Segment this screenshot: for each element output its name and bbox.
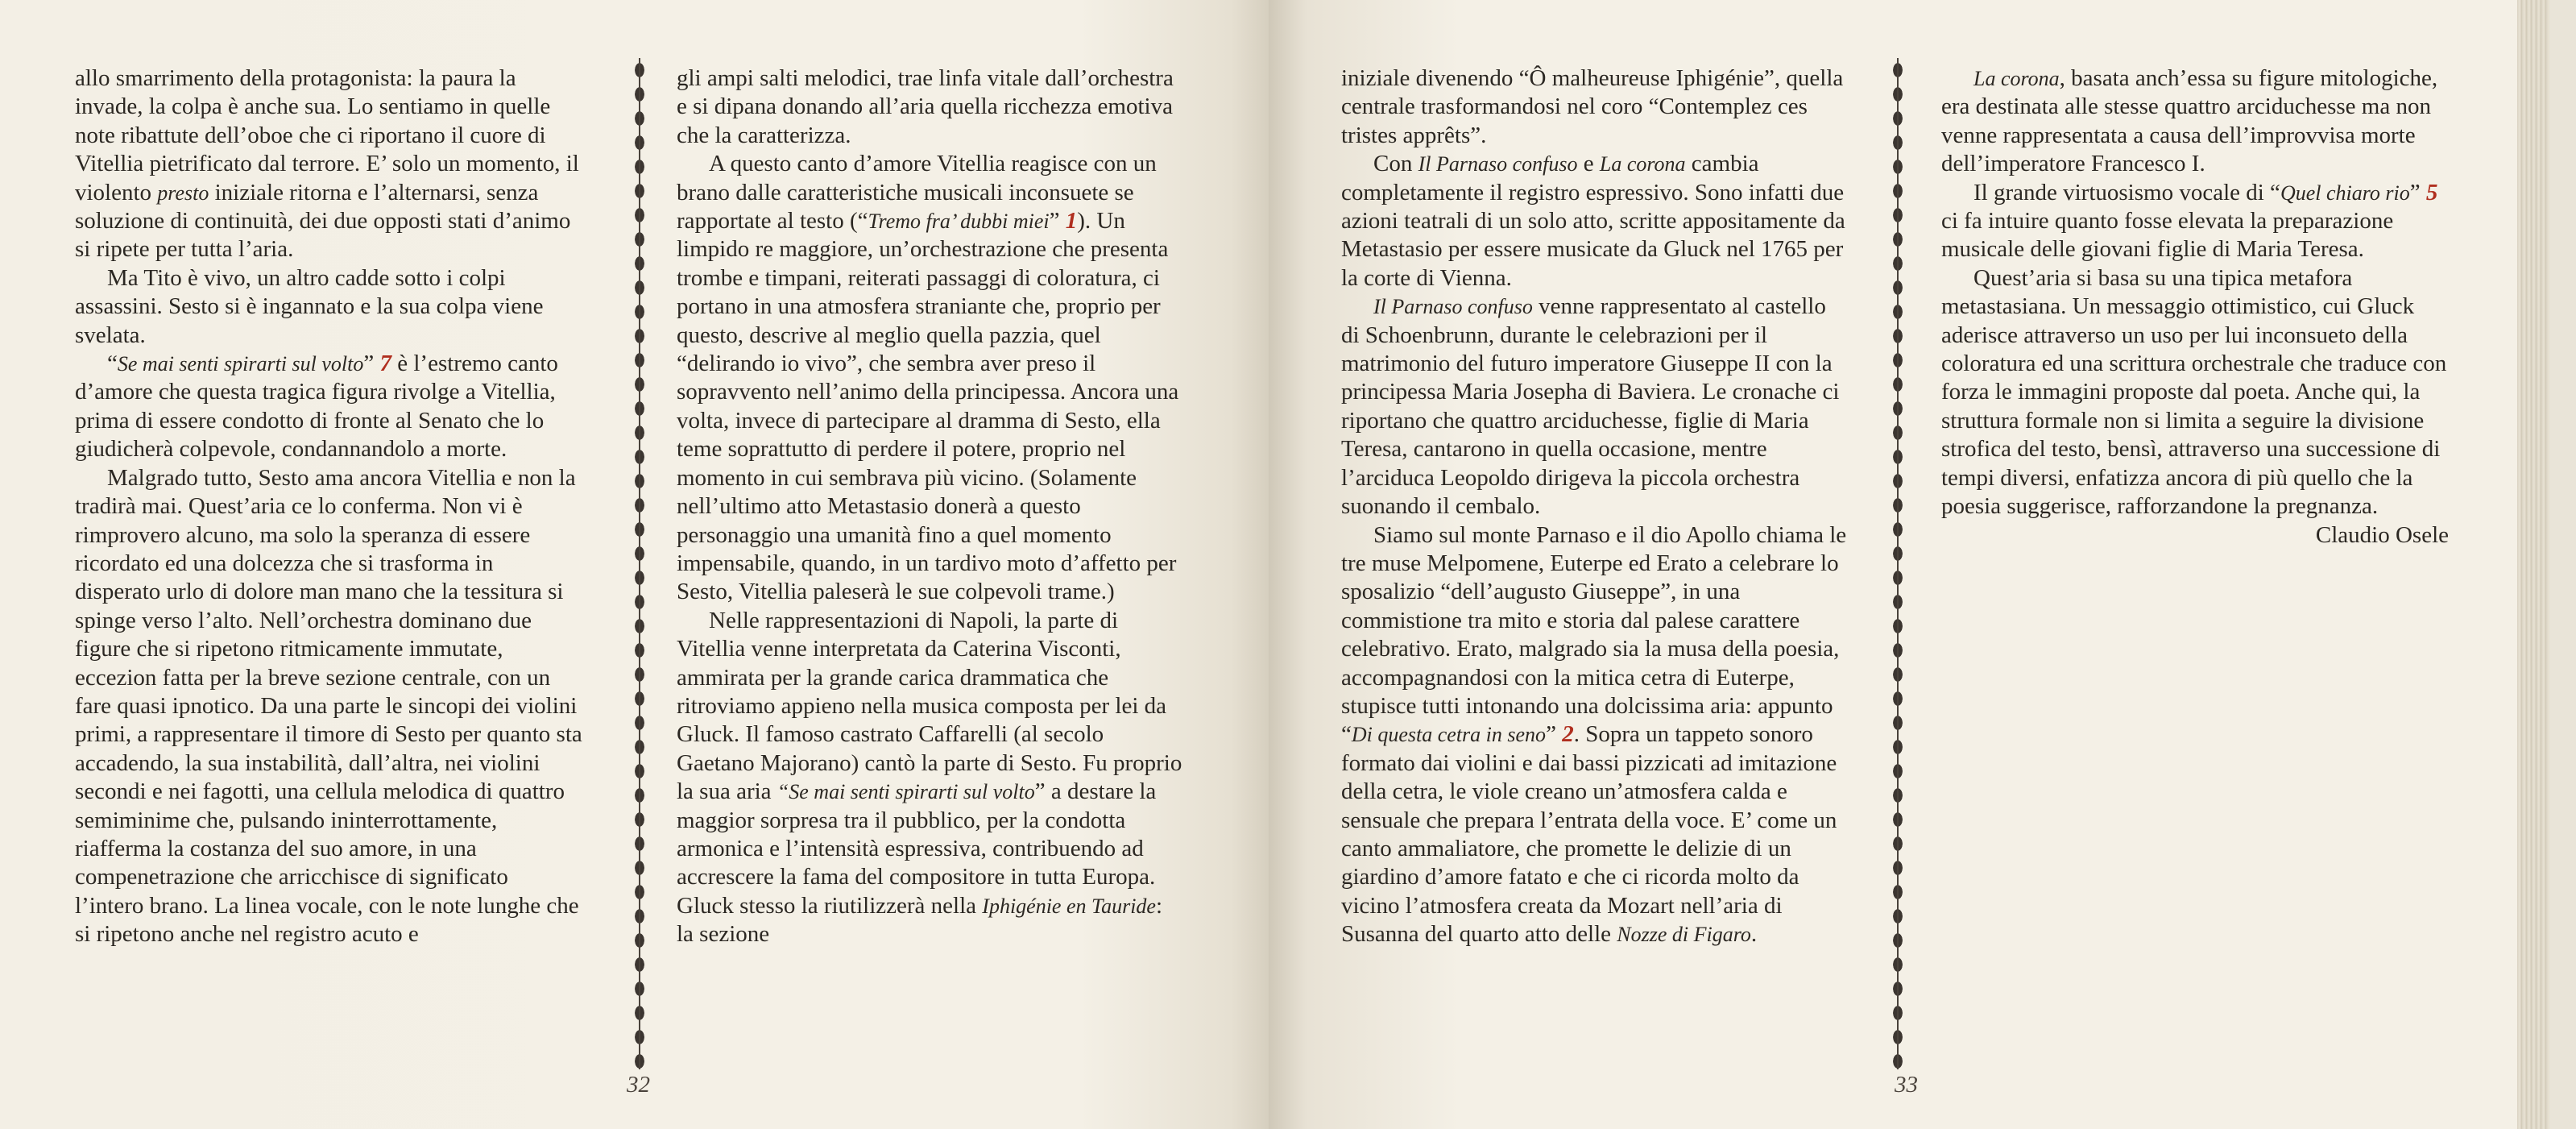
paragraph [1341, 64, 1847, 150]
text-run: ). Un limpido re maggiore, un’orchestrazione che presenta trombe e timpani, reiterati passaggi di coloratura, ci portano in una atmosfera straniante che, proprio per questo, descrive al meglio quella pazzia, quel “delirando io vivo”, che sembra aver preso il sopravvento nell’animo della principessa. Ancora una volta, invece di partecipare al dramma di Sesto, ella teme soprattutto di perdere il potere, proprio nel momento in cui sembrava più vicino. (Solamente nell’ultimo atto Metastasio donerà a questo personaggio una umanità fino a quel momento impensabile, quando, in un tardivo moto d’affetto per Sesto, Vitellia paleserà le sue colpevoli trame.) [677, 208, 1179, 605]
text-run: ” [363, 351, 380, 377]
ornamental-column-divider [629, 58, 650, 1069]
left-page-column-1 [75, 64, 582, 949]
italic-title: presto [157, 181, 209, 205]
italic-title: Il Parnaso confuso [1418, 152, 1578, 176]
paragraph [677, 607, 1184, 949]
paragraph [677, 64, 1184, 150]
track-reference-number: 2 [1562, 721, 1574, 748]
text-run: . Sopra un tappeto sonoro formato dai violini e dai bassi pizzicati ad imitazione della cetra, le viole creano un’atmosfera calda e sensuale che prepara l’entrata della voce. E’ come un canto ammaliatore, che promette le delizie di un giardino d’amore fatato e che ci ricorda molto da vicino l’atmosfera creata da Mozart nell’aria di Susanna del quarto atto delle [1341, 721, 1837, 948]
paragraph [677, 150, 1184, 607]
text-run: ” [1049, 208, 1066, 235]
text-run: e [1577, 151, 1600, 177]
paragraph [75, 264, 582, 350]
text-run: ” [2409, 179, 2426, 205]
italic-title: Nozze di Figaro [1617, 923, 1751, 947]
paragraph [75, 464, 582, 949]
paragraph [1341, 521, 1847, 949]
text-run: allo smarrimento della protagonista: la paura la invade, la colpa è anche sua. Lo sentiamo in quelle note ribattute dell’oboe che ci riportano il cuore di Vitellia pietrificato dal terrore. E’ solo un momento, il violento [75, 65, 579, 205]
paragraph [75, 350, 582, 464]
paragraph [1941, 264, 2449, 521]
track-reference-number: 5 [2425, 179, 2438, 205]
page-edge [2517, 0, 2549, 1129]
text-run: Con [1373, 151, 1418, 177]
text-run: Siamo sul monte Parnaso e il dio Apollo chiama le tre muse Melpomene, Euterpe ed Erato a celebrare lo sposalizio “dell’augusto Giuseppe”, in una commistione tra mito e storia dal palese carattere celebrativo. Erato, malgrado sia la musa della poesia, accompagnandosi con la mitica cetra di Euterpe, stupisce tutti intonando una dolcissima aria: appunto “ [1341, 521, 1847, 748]
author-signature: Claudio Osele [2315, 521, 2449, 548]
italic-title: Tremo fra’ dubbi miei [868, 210, 1050, 234]
text-run: gli ampi salti melodici, trae linfa vitale dall’orchestra e si dipana donando all’aria quella ricchezza emotiva che la caratterizza. [677, 65, 1174, 148]
italic-title: Di questa cetra in seno [1351, 723, 1547, 747]
text-run: : la sezione [677, 892, 1163, 948]
text-run: venne rappresentato al castello di Schoenbrunn, durante le celebrazioni per il matrimonio del futuro imperatore Giuseppe II con la principessa Maria Josepha di Baviera. Le cronache ci riportano che quattro arciduchesse, figlie di Maria Teresa, cantarono in quella occasione, mentre l’arciduca Leopoldo dirigeva la piccola orchestra suonando il cembalo. [1341, 293, 1840, 520]
text-run: ” a destare la maggior sorpresa tra il pubblico, per la condotta armonica e l’intensità espressiva, contribuendo ad accrescere la fama del compositore in tutta Europa. Gluck stesso la riutilizzerà nella [677, 778, 1157, 919]
paragraph [1341, 150, 1847, 293]
text-run: ci fa intuire quanto fosse elevata la preparazione musicale delle giovani figlie di Maria Teresa. [1941, 208, 2394, 263]
left-page [0, 0, 1269, 1129]
italic-title: La corona [1599, 152, 1686, 176]
text-run: Ma Tito è vivo, un altro cadde sotto i colpi assassini. Sesto si è ingannato e la sua colpa viene svelata. [75, 264, 544, 348]
left-page-column-2 [677, 64, 1184, 949]
text-run: A questo canto d’amore Vitellia reagisce con un brano dalle caratteristiche musicali inconsuete se rapportate al testo (“ [677, 151, 1157, 235]
text-run: . [1750, 921, 1758, 948]
right-page-column-2 [1941, 64, 2449, 550]
text-run: è l’estremo canto d’amore che questa tragica figura rivolge a Vitellia, prima di essere condotto di fronte al Senato che lo giudicherà colpevole, condannandolo a morte. [75, 351, 558, 463]
text-run: iniziale divenendo “Ô malheureuse Iphigénie”, quella centrale trasformandosi nel coro “Contemplez ces tristes apprêts”. [1341, 65, 1844, 148]
track-reference-number: 1 [1065, 208, 1078, 235]
track-reference-number: 7 [379, 351, 391, 377]
italic-title: Iphigénie en Tauride [982, 894, 1156, 918]
text-run: Il grande virtuosismo vocale di “ [1973, 179, 2280, 205]
text-run: Quest’aria si basa su una tipica metafora metastasiana. Un messaggio ottimistico, cui Gluck aderisce attraverso un uso per lui inconsueto della coloratura ed una scrittura orchestrale che traduce con forza le immagini proposte dal poeta. Anche qui, la struttura formale non si limita a seguire la divisione strofica del testo, bensì, attraverso una successione di tempi diversi, enfatizza ancora di più quello che la poesia suggerisce, rafforzandone la pregnanza. [1941, 264, 2447, 520]
italic-title: Se mai senti spirarti sul volto [117, 352, 364, 376]
page-number-right: 33 [1895, 1072, 1918, 1098]
text-run: ” [1546, 721, 1563, 748]
ornamental-column-divider [1887, 58, 1908, 1069]
text-run: cambia completamente il registro espressivo. Sono infatti due azioni teatrali di un solo atto, scritte appositamente da Metastasio per essere musicate da Gluck nel 1765 per la corte di Vienna. [1341, 151, 1845, 291]
right-page-column-1 [1341, 64, 1847, 949]
italic-title: Quel chiaro rio [2280, 181, 2410, 205]
page-number-left: 32 [627, 1072, 650, 1098]
right-page [1269, 0, 2549, 1129]
paragraph [75, 64, 582, 264]
paragraph [1941, 64, 2449, 179]
italic-title: “Se mai senti spirarti sul volto [777, 780, 1035, 804]
text-run: , basata anch’essa su figure mitologiche, era destinata alle stesse quattro arciduchesse ma non venne rappresentata a causa dell’improvvisa morte dell’imperatore Francesco I. [1941, 65, 2438, 177]
text-run: Nelle rappresentazioni di Napoli, la parte di Vitellia venne interpretata da Caterina Visconti, ammirata per la grande carica drammatica che ritroviamo appieno nella musica composta per lei da Gluck. Il famoso castrato Caffarelli (al secolo Gaetano Majorano) cantò la parte di Sesto. Fu proprio la sua aria [677, 607, 1182, 805]
paragraph [1341, 293, 1847, 521]
text-run: “ [107, 351, 118, 377]
text-run: iniziale ritorna e l’alternarsi, senza soluzione di continuità, dei due opposti stati d’animo si ripete per tutta l’aria. [75, 179, 571, 263]
italic-title: La corona [1973, 67, 2060, 90]
text-run: Malgrado tutto, Sesto ama ancora Vitellia e non la tradirà mai. Quest’aria ce lo conferma. Non vi è rimprovero alcuno, ma solo la speranza di essere ricordato ed una dolcezza che si trasforma in disperato urlo di dolore man mano che la tessitura si spinge verso l’alto. Nell’orchestra dominano due figure che si ripetono ritmicamente immutate, eccezion fatta per la breve sezione centrale, con un fare quasi ipnotico. Da una parte le sincopi dei violini primi, a rappresentare il timore di Sesto per quanto sta accadendo, la sua instabilità, dall’altra, nei violini secondi e nei fagotti, una cellula melodica di quattro semiminime che, pulsando ininterrottamente, riafferma la costanza del suo amore, in una compenetrazione che arricchisce di significato l’intero brano. La linea vocale, con le note lunghe che si ripetono anche nel registro acuto e [75, 464, 582, 948]
paragraph [1941, 179, 2449, 264]
italic-title: Il Parnaso confuso [1373, 295, 1533, 319]
